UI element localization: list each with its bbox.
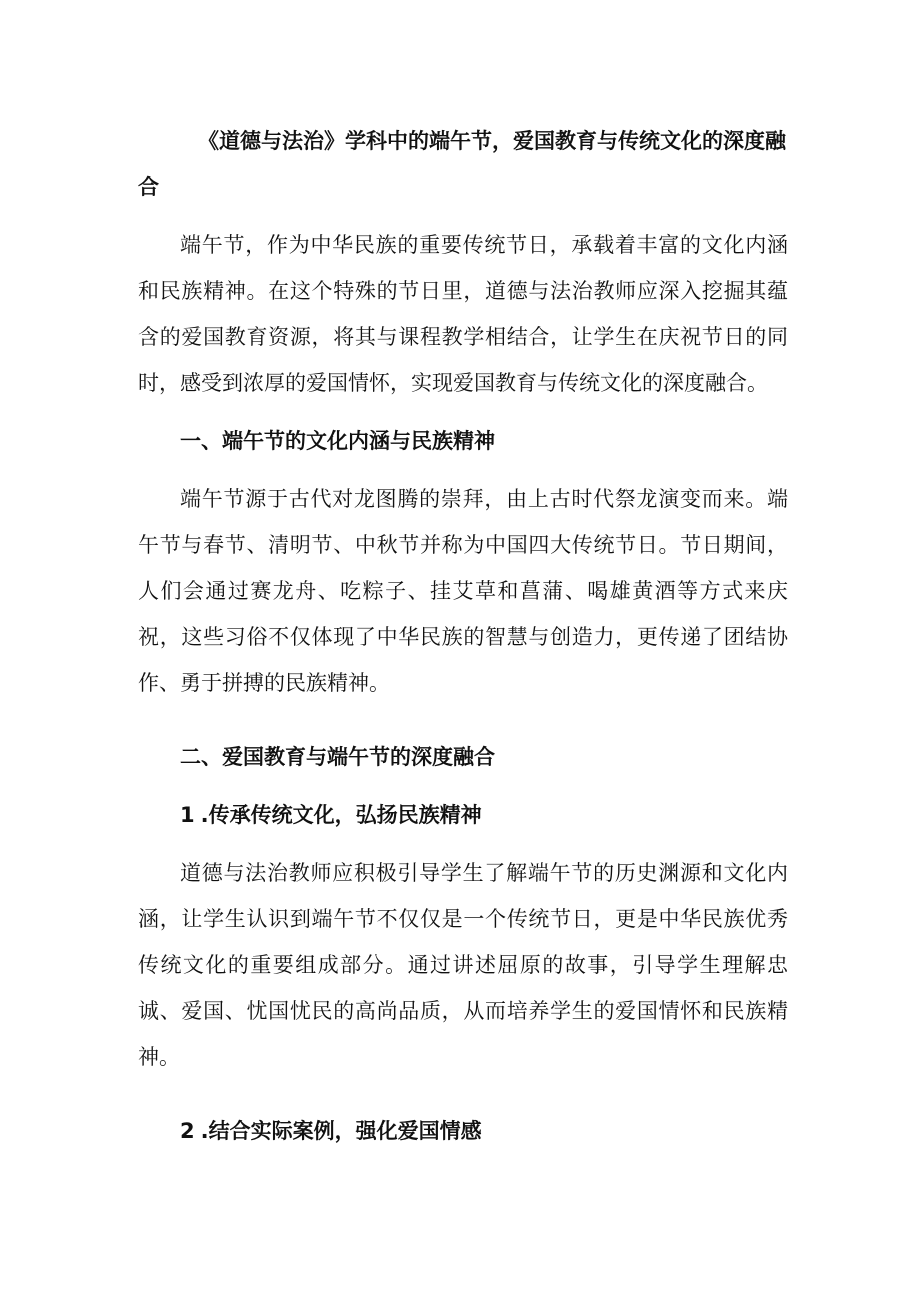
section-1-heading: 一、端午节的文化内涵与民族精神 (180, 429, 495, 453)
subsection-1-paragraph: 道德与法治教师应积极引导学生了解端午节的历史渊源和文化内涵，让学生认识到端午节不仅仅是一个传统节日，更是中华民族优秀传统文化的重要组成部分。通过讲述屈原的故事，引导学生理解忠诚、爱国、忧国忧民的高尚品质，从而培养学生的爱国情怀和民族精神。 (138, 861, 788, 1069)
document-body (138, 118, 788, 1166)
subsection-1-heading (138, 792, 788, 838)
subsection-2-title: .结合实际案例，强化爱国情感 (200, 1119, 482, 1143)
subsection-2-heading (138, 1108, 788, 1154)
subsection-2-number: 2 (180, 1119, 195, 1143)
subsection-1-title: .传承传统文化，弘扬民族精神 (200, 803, 482, 827)
section-1-paragraph: 端午节源于古代对龙图腾的崇拜，由上古时代祭龙演变而来。端午节与春节、清明节、中秋节并称为中国四大传统节日。节日期间，人们会通过赛龙舟、吃粽子、挂艾草和菖蒲、喝雄黄酒等方式来庆祝，这些习俗不仅体现了中华民族的智慧与创造力，更传递了团结协作、勇于拼搏的民族精神。 (138, 487, 788, 695)
section-2-heading: 二、爱国教育与端午节的深度融合 (180, 745, 495, 769)
intro-paragraph: 端午节，作为中华民族的重要传统节日，承载着丰富的文化内涵和民族精神。在这个特殊的节日里，道德与法治教师应深入挖掘其蕴含的爱国教育资源，将其与课程教学相结合，让学生在庆祝节日的同时，感受到浓厚的爱国情怀，实现爱国教育与传统文化的深度融合。 (138, 233, 788, 395)
document-title: 《道德与法治》学科中的端午节，爱国教育与传统文化的深度融合 (138, 129, 786, 199)
subsection-1-number: 1 (180, 803, 195, 827)
